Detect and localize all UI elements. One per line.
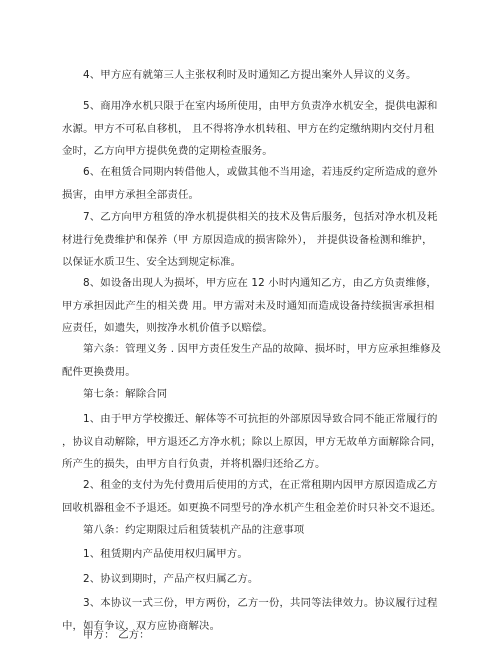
clause-5-paragraph [62, 95, 440, 163]
article-6-paragraph [62, 338, 440, 383]
text-line: 1、租赁期内产品使用权归属甲方。 [83, 548, 248, 560]
text-line: 第八条：约定期限过后租赁装机产品的注意事项 [83, 524, 305, 536]
article-7-item-2 [62, 474, 440, 519]
clause-6-paragraph [62, 161, 440, 206]
text-line: 甲方： 乙方： [83, 629, 150, 641]
text-line: 金时，乙方向甲方提供免费的定期检查服务。 [62, 145, 273, 157]
text-line: ，协议自动解除，甲方退还乙方净水机；除以上原因，甲方无故单方面解除合同， [62, 435, 442, 448]
text-line: 7、乙方向甲方租赁的净水机提供相关的技术及售后服务，包括对净水机及耗 [83, 211, 438, 223]
text-line: 应责任，如遗失，则按净水机价值予以赔偿。 [62, 322, 273, 334]
text-line: 4、甲方应有就第三人主张权利时及时通知乙方提出案外人异议的义务。 [83, 69, 417, 81]
text-line: 5、商用净水机只限于在室内场所使用，由甲方负责净水机安全，提供电源和 [83, 100, 438, 112]
text-line: 3、本协议一式三份，甲方两份，乙方一份，共同等法律效力。协议履行过程 [83, 597, 438, 609]
text-line: 材进行免费维护和保养（甲 方原因造成的损害除外）， 并提供设备检测和维护， [62, 233, 433, 246]
text-line: 第六条：管理义务 . 因甲方责任发生产品的故障、损坏时，甲方应承担维修及 [83, 343, 442, 355]
article-7-item-1 [62, 408, 440, 476]
text-line: 水源。甲方不可私自移机， 且不得将净水机转租、甲方在约定缴纳期内交付月租 [62, 122, 435, 135]
text-line: 2、租金的支付为先付费用后使用的方式，在正常租期内因甲方原因造成乙方 [83, 479, 438, 491]
clause-8-paragraph [62, 272, 440, 340]
text-line: 2、协议到期时，产品产权归属乙方。 [83, 573, 259, 585]
article-8-heading [62, 519, 440, 542]
text-line: 配件更换费用。 [62, 365, 136, 378]
text-line: 损害，由甲方承担全部责任。 [62, 188, 200, 201]
text-line: 1、由于甲方学校搬迁、解体等不可抗拒的外部原因导致合同不能正常履行的 [83, 413, 438, 425]
clause-4-paragraph [62, 64, 440, 87]
text-line: 以保证水质卫生、安全达到规定标准。 [62, 256, 242, 268]
text-line: 8、如设备出现人为损坏，甲方应在 12 小时内通知乙方，由乙方负责维修， [83, 277, 437, 289]
article-8-item-2 [62, 568, 440, 591]
text-line: 6、在租赁合同期内转借他人，或做其他不当用途，若违反约定所造成的意外 [83, 166, 438, 178]
text-line: 中，如有争议，双方应协商解决。 [62, 619, 221, 632]
article-7-heading [62, 383, 440, 406]
text-line: 甲方承担因此产生的相关费 用。甲方需对未及时通知而造成设备持续损害承担相 [62, 299, 435, 312]
text-line: 所产生的损失，由甲方自行负责，并将机器归还给乙方。 [62, 458, 326, 470]
signature-party-line [62, 624, 440, 647]
text-line: 回收机器租金不予退还。如更换不同型号的净水机产生租金差价时只补交不退还。 [62, 501, 442, 514]
clause-7-paragraph [62, 206, 440, 274]
article-8-item-1 [62, 543, 440, 566]
text-line: 第七条：解除合同 [83, 388, 168, 400]
